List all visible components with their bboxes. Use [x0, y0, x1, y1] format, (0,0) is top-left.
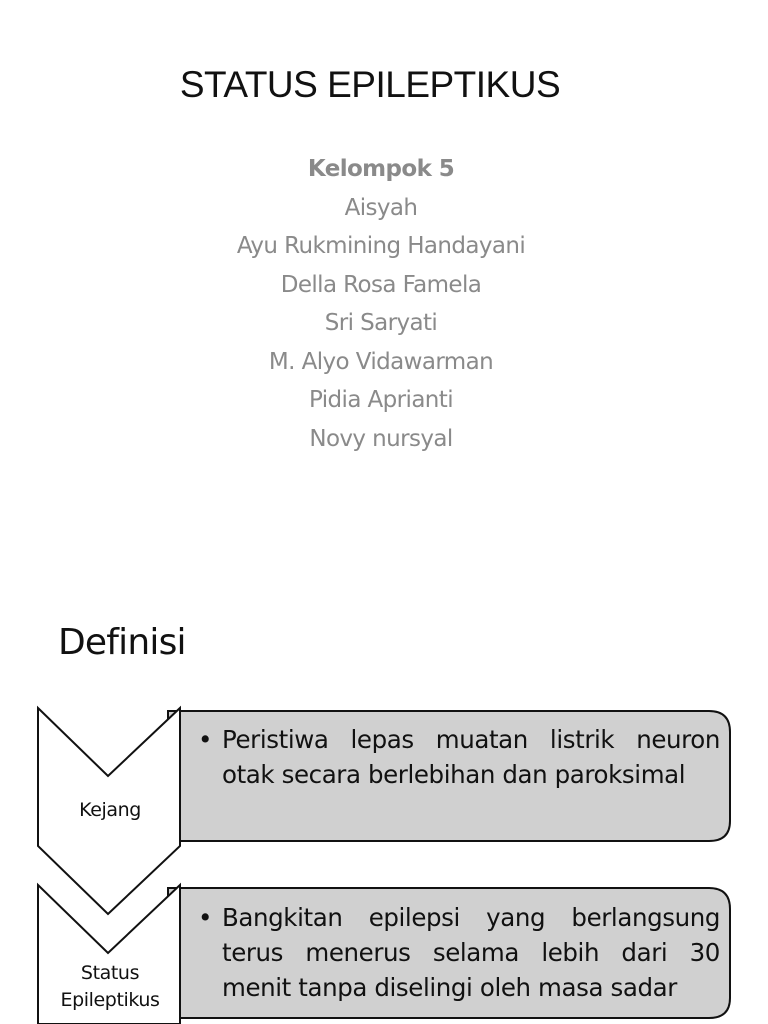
member-name: Aisyah — [344, 194, 418, 221]
bullet-icon: • — [198, 725, 213, 754]
member-name: Pidia Aprianti — [308, 387, 453, 413]
member-name: Della Rosa Famela — [280, 271, 482, 298]
member-name: Sri Saryati — [324, 310, 438, 336]
member-name: M. Alyo Vidawarman — [268, 348, 494, 375]
member-list — [0, 150, 762, 458]
member-name: Ayu Rukmining Handayani — [236, 233, 526, 259]
chevron-label-status-epileptikus: Status Epileptikus — [60, 962, 160, 1011]
chevron-label-kejang: Kejang — [79, 799, 141, 821]
group-name: Kelompok 5 — [307, 156, 455, 182]
definition-slide — [0, 580, 768, 1024]
bullet-icon: • — [198, 903, 213, 932]
member-name: Novy nursyal — [309, 425, 453, 452]
definition-text-kejang: • Peristiwa lepas muatan listrik neuron otak secara berlebihan dan paroksimal — [198, 722, 720, 792]
presentation-title: STATUS EPILEPTIKUS — [179, 64, 561, 105]
slide-heading: Definisi — [58, 622, 186, 663]
definition-text-status-epileptikus: • Bangkitan epilepsi yang berlangsung terus menerus selama lebih dari 30 menit tanpa diselingi oleh masa sadar — [198, 900, 720, 1005]
